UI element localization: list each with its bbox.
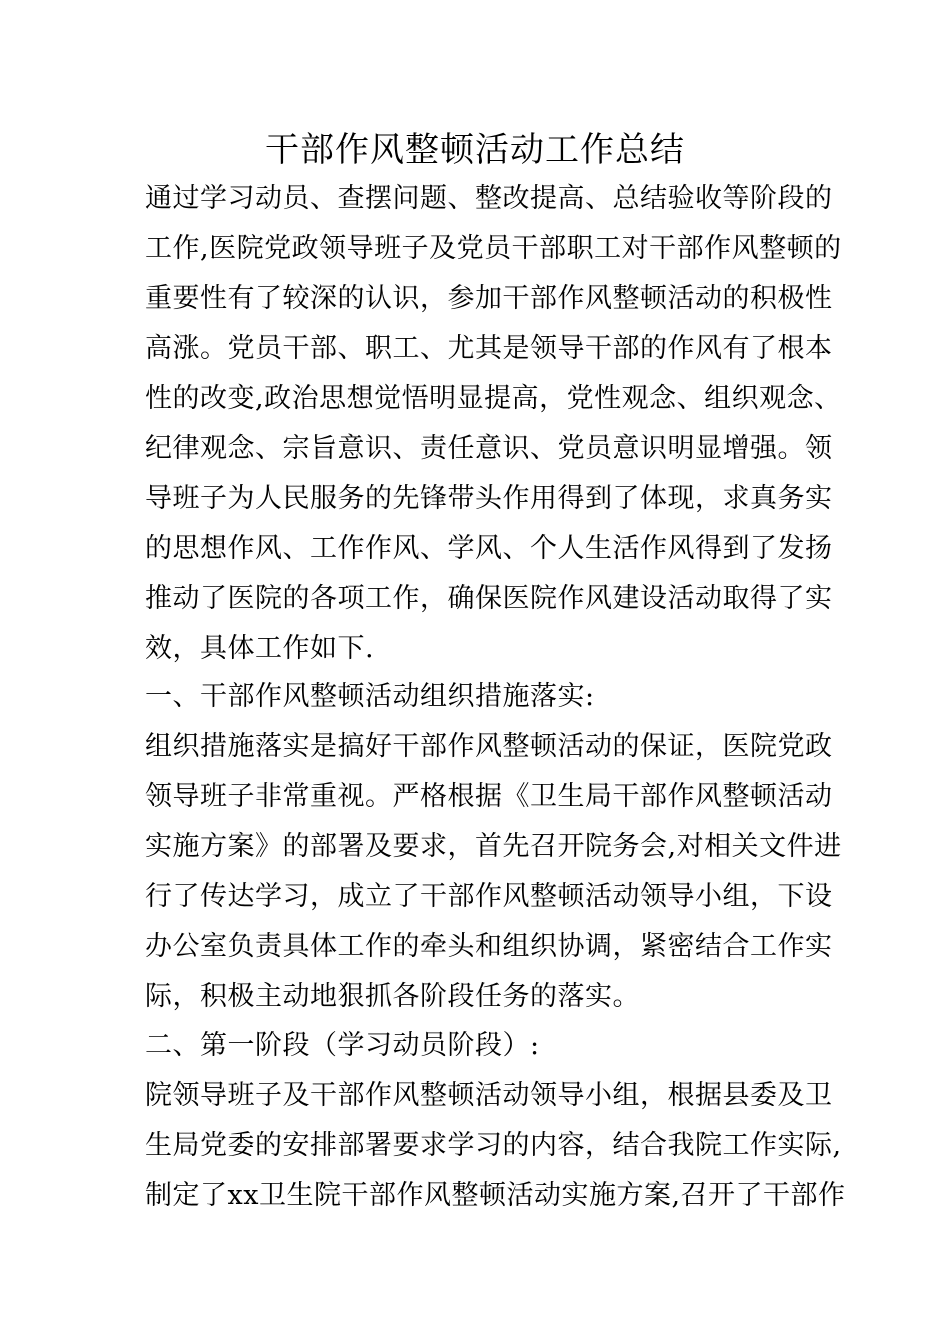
text-line: 领导班子非常重视。严格根据《卫生局干部作风整顿活动 <box>145 781 833 812</box>
text-line: 的思想作风、工作作风、学风、个人生活作风得到了发扬 <box>145 533 833 564</box>
text-line: 通过学习动员、查摆问题、整改提高、总结验收等阶段的 <box>145 183 833 214</box>
text-line: 高涨。党员干部、职工、尤其是领导干部的作风有了根本 <box>145 333 833 364</box>
text-line: 推动了医院的各项工作，确保医院作风建设活动取得了实 <box>145 583 833 614</box>
text-line: 际，积极主动地狠抓各阶段任务的落实。 <box>145 981 640 1012</box>
text-line: 重要性有了较深的认识，参加干部作风整顿活动的积极性 <box>145 283 833 314</box>
section-heading-1: 一、干部作风整顿活动组织措施落实: <box>145 681 595 712</box>
text-line: 性的改变,政治思想觉悟明显提高，党性观念、组织观念、 <box>145 383 842 414</box>
text-line: 制定了xx卫生院干部作风整顿活动实施方案,召开了干部作 <box>145 1180 846 1211</box>
text-line: 实施方案》的部署及要求，首先召开院务会,对相关文件进 <box>145 831 842 862</box>
text-line: 组织措施落实是搞好干部作风整顿活动的保证，医院党政 <box>145 731 833 762</box>
text-line: 工作,医院党政领导班子及党员干部职工对干部作风整顿的 <box>145 233 842 264</box>
text-line: 院领导班子及干部作风整顿活动领导小组，根据县委及卫 <box>145 1080 833 1111</box>
text-line: 生局党委的安排部署要求学习的内容，结合我院工作实际, <box>145 1130 842 1161</box>
document-title: 干部作风整顿活动工作总结 <box>265 130 685 170</box>
text-line: 效，具体工作如下. <box>145 633 375 664</box>
text-line: 导班子为人民服务的先锋带头作用得到了体现，求真务实 <box>145 483 833 514</box>
text-line: 行了传达学习，成立了干部作风整顿活动领导小组，下设 <box>145 881 833 912</box>
text-line: 纪律观念、宗旨意识、责任意识、党员意识明显增强。领 <box>145 433 833 464</box>
text-line: 办公室负责具体工作的牵头和组织协调，紧密结合工作实 <box>145 931 833 962</box>
section-heading-2: 二、第一阶段（学习动员阶段）: <box>145 1030 540 1061</box>
